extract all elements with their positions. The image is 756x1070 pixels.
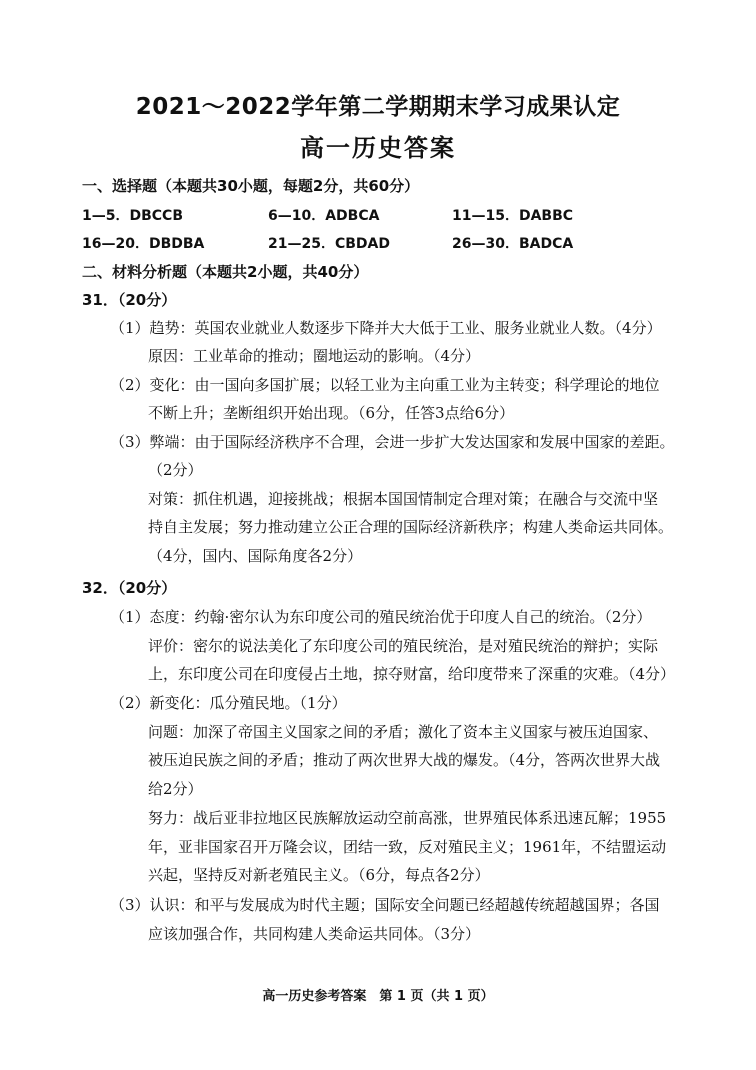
q31-line: （3）弊端：由于国际经济秩序不合理，会进一步扩大发达国家和发展中国家的差距。 (110, 433, 675, 451)
q32-line: 被压迫民族之间的矛盾；推动了两次世界大战的爆发。（4分，答两次世界大战 (148, 751, 661, 769)
title-line-2: 高一历史答案 (300, 134, 456, 162)
answer-group: 21—25．CBDAD (268, 236, 390, 252)
q32-line: （2）新变化：瓜分殖民地。（1分） (110, 694, 347, 712)
q31-line: 对策：抓住机遇，迎接挑战；根据本国国情制定合理对策；在融合与交流中坚 (148, 490, 659, 508)
q31-line: （1）趋势：英国农业就业人数逐步下降并大大低于工业、服务业就业人数。（4分） (110, 319, 662, 337)
page-footer: 高一历史参考答案 第 1 页（共 1 页） (262, 989, 494, 1004)
q31-line: （2）变化：由一国向多国扩展；以轻工业为主向重工业为主转变；科学理论的地位 (110, 376, 660, 394)
section1-heading: 一、选择题（本题共30小题，每题2分，共60分） (82, 177, 420, 195)
q32-line: 问题：加深了帝国主义国家之间的矛盾；激化了资本主义国家与被压迫国家、 (148, 723, 659, 741)
q32-line: 应该加强合作，共同构建人类命运共同体。（3分） (148, 925, 481, 943)
q32-line: （1）态度：约翰·密尔认为东印度公司的殖民统治优于印度人自己的统治。（2分） (110, 608, 652, 626)
q32-line: 年，亚非国家召开万隆会议，团结一致，反对殖民主义；1961年，不结盟运动 (148, 838, 667, 856)
q32-header: 32．（20分） (82, 579, 177, 597)
q32-line: 评价：密尔的说法美化了东印度公司的殖民统治，是对殖民统治的辩护；实际 (148, 637, 659, 655)
answer-group: 16—20．DBDBA (82, 236, 205, 252)
q31-line: 原因：工业革命的推动；圈地运动的影响。（4分） (148, 347, 481, 365)
answer-group: 26—30．BADCA (452, 236, 574, 252)
answer-group: 11—15．DABBC (452, 208, 574, 224)
q31-line: （4分，国内、国际角度各2分） (148, 547, 363, 565)
q31-header: 31．（20分） (82, 291, 177, 309)
q32-line: 兴起，坚持反对新老殖民主义。（6分，每点各2分） (148, 866, 490, 884)
section2-heading: 二、材料分析题（本题共2小题，共40分） (82, 263, 369, 281)
q32-line: 努力：战后亚非拉地区民族解放运动空前高涨，世界殖民体系迅速瓦解；1955 (148, 809, 667, 827)
q32-line: 上，东印度公司在印度侵占土地，掠夺财富，给印度带来了深重的灾难。（4分） (148, 665, 676, 683)
answer-group: 1—5．DBCCB (82, 208, 183, 224)
q31-line: 不断上升；垄断组织开始出现。（6分，任答3点给6分） (148, 404, 515, 422)
q32-line: （3）认识：和平与发展成为时代主题；国际安全问题已经超越传统超越国界；各国 (110, 896, 660, 914)
q32-line: 给2分） (148, 780, 203, 798)
title-line-1: 2021～2022学年第二学期期末学习成果认定 (135, 94, 621, 120)
q31-line: 持自主发展；努力推动建立公正合理的国际经济新秩序；构建人类命运共同体。 (148, 518, 674, 536)
answer-group: 6—10．ADBCA (268, 208, 380, 224)
q31-line: （2分） (148, 461, 203, 479)
